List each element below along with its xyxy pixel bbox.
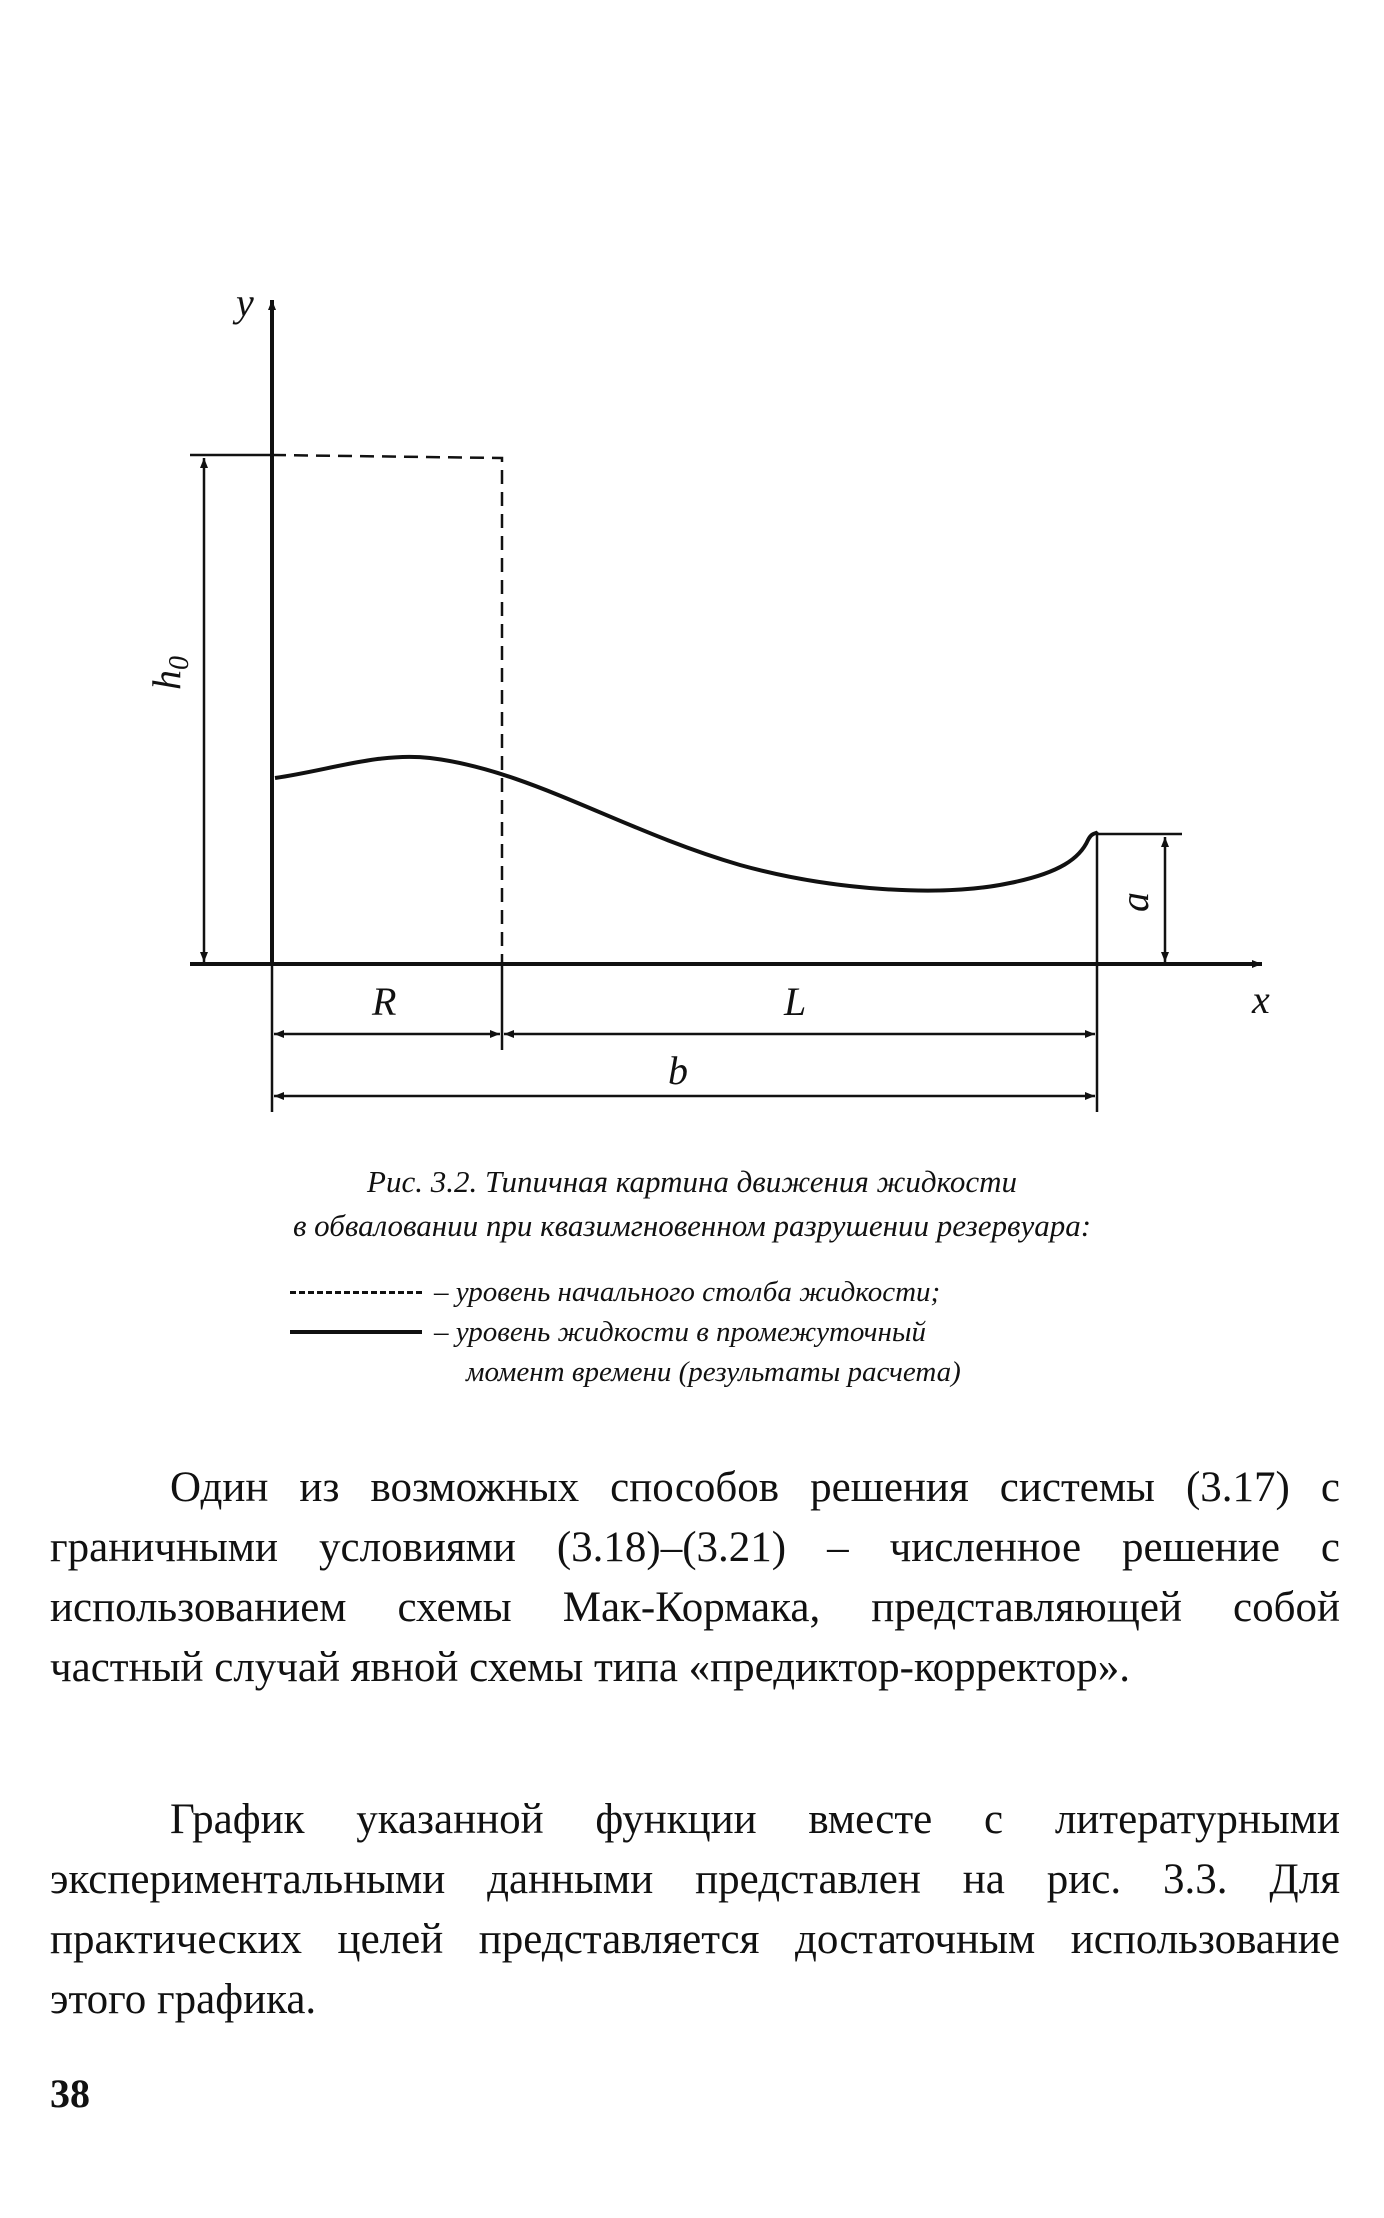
h0-label	[144, 656, 195, 690]
legend-dashed-text: – уровень начального столба жидкости;	[434, 1276, 941, 1308]
x-axis-label: x	[1252, 977, 1270, 1022]
caption-line-1: Рис. 3.2. Типичная картина движения жидкости	[367, 1164, 1017, 1199]
svg-text:a: a	[1112, 892, 1157, 912]
b-label: b	[668, 1048, 688, 1093]
figure-caption	[120, 1160, 1264, 1248]
legend-item-dashed	[290, 1272, 961, 1312]
solid-line-sample	[290, 1330, 422, 1334]
y-axis-label: y	[236, 280, 254, 325]
L-label: L	[784, 979, 807, 1024]
dashed-line-sample	[290, 1291, 422, 1294]
paragraph-2	[50, 1790, 1340, 2030]
paragraph-2-text: График указанной функции вместе с литературными экспериментальными данными представлен на рис. 3.3. Для практических целей представляется достаточным использование этого графика.	[50, 1796, 1340, 2023]
caption-line-2: в обваловании при квазимгновенном разрушении резервуара:	[292, 1208, 1092, 1243]
legend-item-solid	[290, 1312, 961, 1352]
page-number: 38	[50, 2071, 90, 2116]
paragraph-1	[50, 1458, 1340, 1698]
svg-text:h0: $h_0$	[144, 656, 195, 690]
paragraph-1-text: Один из возможных способов решения системы (3.17) с граничными условиями (3.18)–(3.21) – численное решение с использованием схемы Мак-Кормака, представляющей собой частный случай явной схемы типа «предиктор-корректор».	[50, 1464, 1340, 1691]
initial-column-dashed	[272, 455, 502, 964]
figure-legend	[290, 1272, 961, 1392]
legend-solid-text-1: – уровень жидкости в промежуточный	[434, 1316, 926, 1348]
legend-solid-text-2: момент времени (результаты расчета)	[466, 1356, 961, 1388]
liquid-surface-curve	[275, 757, 1098, 891]
R-label: R	[372, 979, 397, 1024]
a-label	[1112, 892, 1157, 912]
